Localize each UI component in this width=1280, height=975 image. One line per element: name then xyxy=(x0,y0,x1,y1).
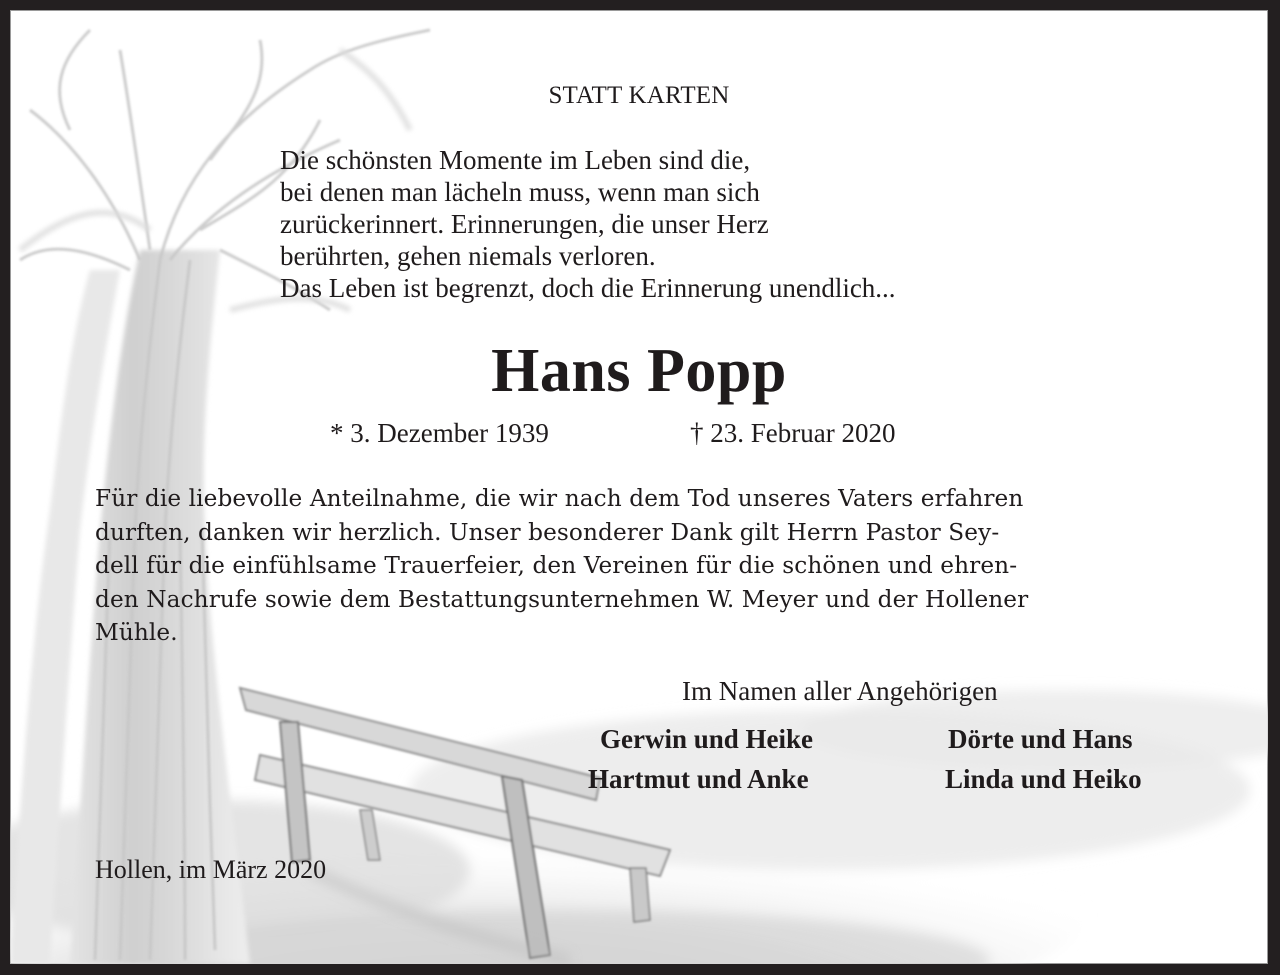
poem-line: bei denen man lächeln muss, wenn man sich xyxy=(280,177,760,207)
signatory: Hartmut und Anke xyxy=(588,764,809,794)
body-line: Für die liebevolle Anteilnahme, die wir nach dem Tod unseres Vaters erfahren xyxy=(95,485,1024,512)
poem-line: zurückerinnert. Erinnerungen, die unser Herz xyxy=(280,209,769,239)
signatory: Gerwin und Heike xyxy=(600,724,814,754)
body-line: Mühle. xyxy=(95,619,178,646)
on-behalf-line: Im Namen aller Angehörigen xyxy=(682,676,998,706)
poem-line: Das Leben ist begrenzt, doch die Erinnerung unendlich... xyxy=(280,273,896,303)
birth-date: * 3. Dezember 1939 xyxy=(330,418,549,448)
thank-you-text xyxy=(95,482,1028,650)
signatory: Dörte und Hans xyxy=(948,724,1133,754)
poem-line: Die schönsten Momente im Leben sind die, xyxy=(280,145,751,175)
poem-line: berührten, gehen niemals verloren. xyxy=(280,241,656,271)
body-line: durften, danken wir herzlich. Unser besonderer Dank gilt Herrn Pastor Sey- xyxy=(95,518,1000,546)
death-date: † 23. Februar 2020 xyxy=(690,418,896,448)
body-line: den Nachrufe sowie dem Bestattungsunternehmen W. Meyer und der Hollener xyxy=(95,585,1029,613)
poem xyxy=(280,144,896,304)
death-notice xyxy=(10,10,1268,964)
deceased-name: Hans Popp xyxy=(491,337,787,405)
signatory: Linda und Heiko xyxy=(945,764,1142,794)
body-line: dell für die einfühlsame Trauerfeier, den Vereinen für die schönen und ehren- xyxy=(95,552,1018,579)
notice-header: STATT KARTEN xyxy=(548,82,730,109)
place-and-date: Hollen, im März 2020 xyxy=(95,855,327,884)
